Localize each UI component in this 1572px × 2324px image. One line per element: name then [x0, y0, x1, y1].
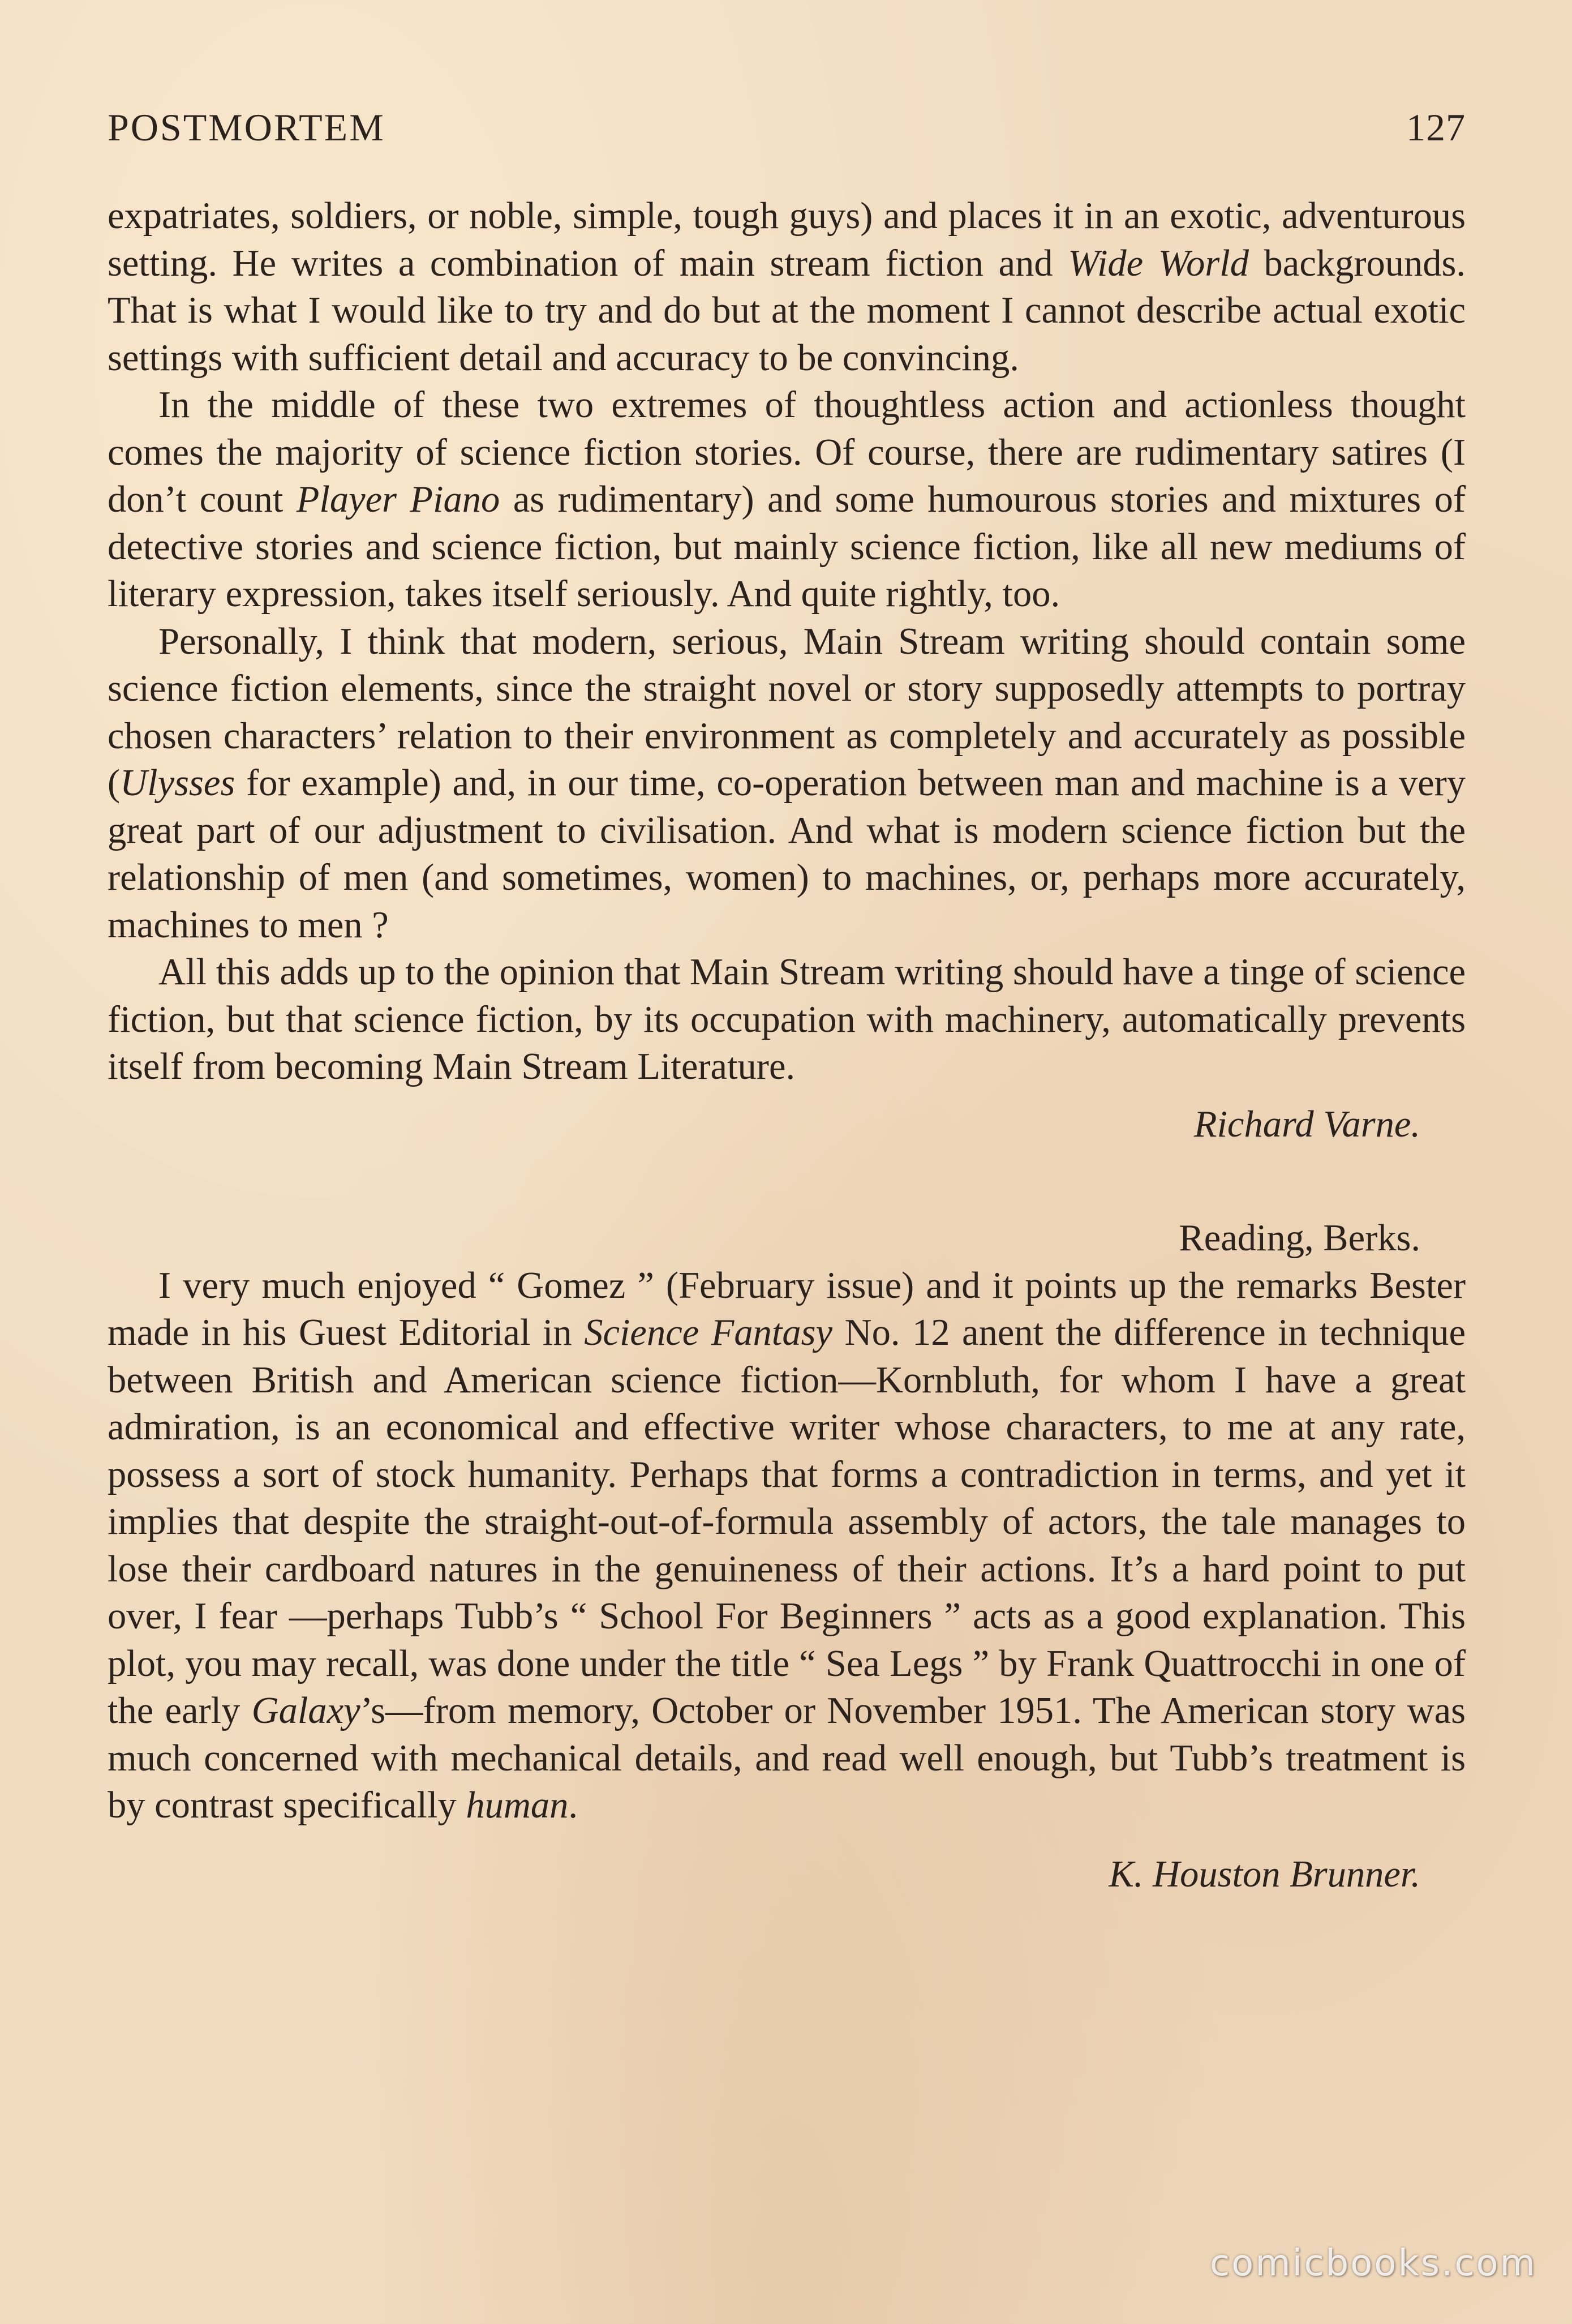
- body-text: [108, 192, 1466, 1898]
- italic-title: Wide World: [1068, 242, 1249, 284]
- letter-location: Reading, Berks.: [1179, 1217, 1420, 1259]
- running-head: [108, 102, 1466, 153]
- italic-title: Science Fantasy: [584, 1312, 833, 1353]
- italic-title: Ulysses: [120, 762, 235, 804]
- page-number: 127: [1406, 106, 1466, 149]
- paragraph: In the middle of these two extremes of thoughtless action and actionless thought comes the majority of science fiction stories. Of course, there are rudimentary satires (I don’t count Player Piano as rudimentary) and some humourous stories and mixtures of detective stories and science fiction, but mainly science fiction, like all new mediums of literary expression, takes itself seriously. And quite rightly, too.: [108, 384, 1466, 615]
- paragraph: I very much enjoyed “ Gomez ” (February issue) and it points up the remarks Bester made in his Guest Editorial in Science Fantasy No. 12 anent the difference in technique between British and American science fiction—Kornbluth, for whom I have a great admiration, is an economical and effective writer whose characters, to me at any rate, possess a sort of stock humanity. Perhaps that forms a contradiction in terms, and yet it implies that despite the straight-out-of-formula assembly of actors, the tale manages to lose their cardboard natures in the genuineness of their actions. It’s a hard point to put over, I fear —perhaps Tubb’s “ School For Beginners ” acts as a good explanation. This plot, you may recall, was done under the title “ Sea Legs ” by Frank Quattrocchi in one of the early Galaxy’s—from memory, October or November 1951. The American story was much concerned with mechanical details, and read well enough, but Tubb’s treatment is by contrast specifically human.: [108, 1264, 1466, 1826]
- running-title: POSTMORTEM: [108, 106, 385, 149]
- signature-k-houston-brunner: K. Houston Brunner.: [1109, 1853, 1420, 1895]
- signature-richard-varne: Richard Varne.: [1193, 1103, 1420, 1145]
- italic-title: Galaxy: [251, 1690, 360, 1731]
- paragraph: expatriates, soldiers, or noble, simple, tough guys) and places it in an exotic, adventurous setting. He writes a combination of main stream fiction and Wide World backgrounds. That is what I would like to try and do but at the moment I cannot describe actual exotic settings with sufficient detail and accuracy to be convincing.: [108, 195, 1466, 379]
- italic-word: human: [466, 1785, 569, 1826]
- paragraph: All this adds up to the opinion that Main Stream writing should have a tinge of science fiction, but that science fiction, by its occupation with machinery, automatically prevents itself from becoming Main Stream Literature.: [108, 951, 1466, 1087]
- book-page: [108, 102, 1466, 2241]
- italic-title: Player Piano: [296, 479, 500, 520]
- site-watermark: comicbooks.com: [1209, 2242, 1537, 2284]
- paragraph: Personally, I think that modern, serious, Main Stream writing should contain some science fiction elements, since the straight novel or story supposedly attempts to portray chosen characters’ relation to their environment as completely and accurately as possible (Ulysses for example) and, in our time, co-operation between man and machine is a very great part of our adjustment to civilisation. And what is modern science fiction but the relationship of men (and sometimes, women) to machines, or, perhaps more accurately, machines to men ?: [108, 620, 1466, 946]
